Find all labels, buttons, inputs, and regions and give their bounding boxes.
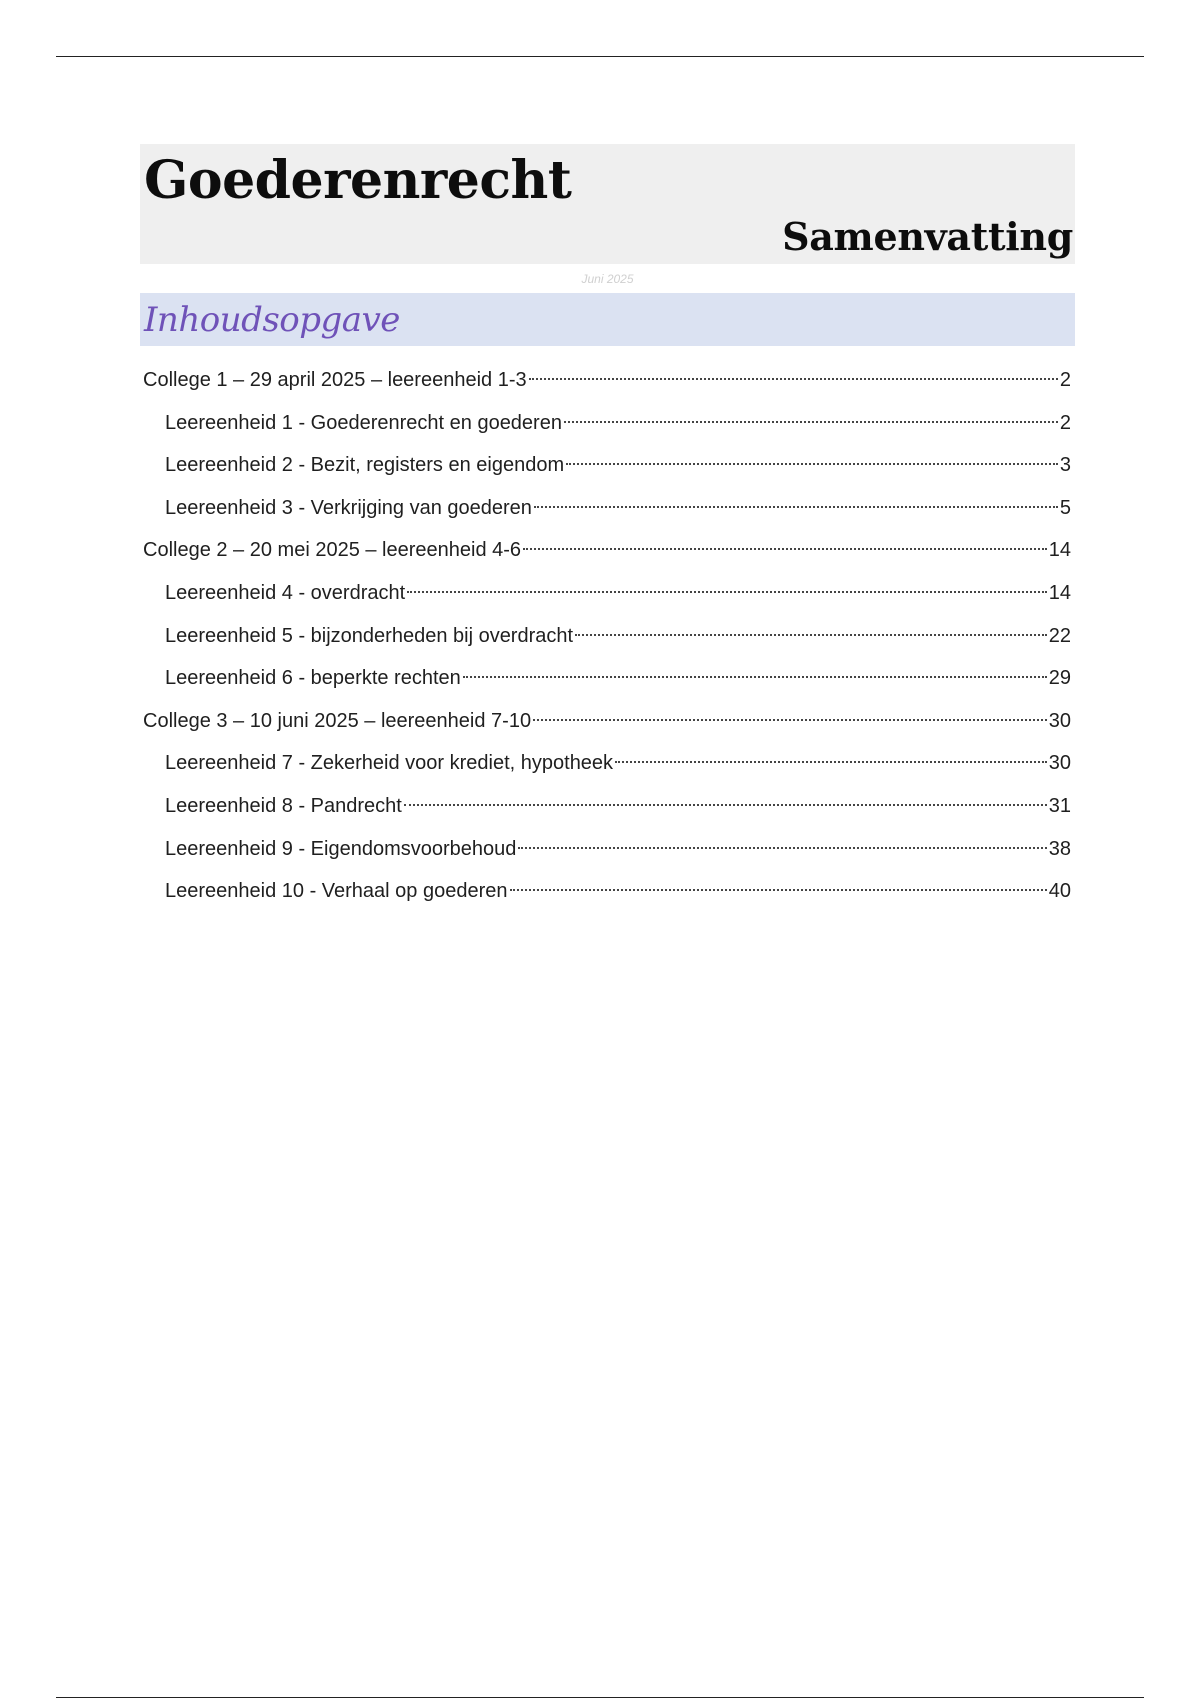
toc-dot-leader bbox=[534, 506, 1058, 508]
document-date: Juni 2025 bbox=[581, 272, 634, 286]
toc-entry-leereenheid-2[interactable] bbox=[143, 444, 1071, 487]
toc-entry-leereenheid-6[interactable] bbox=[143, 657, 1071, 700]
toc-page-number: 40 bbox=[1048, 880, 1071, 903]
toc-page-number: 38 bbox=[1048, 837, 1071, 860]
toc-heading-bar bbox=[140, 293, 1075, 346]
toc-dot-leader bbox=[523, 548, 1047, 550]
page-header-rule bbox=[56, 56, 1144, 57]
toc-dot-leader bbox=[615, 761, 1047, 763]
toc-dot-leader bbox=[533, 719, 1047, 721]
toc-entry-leereenheid-1[interactable] bbox=[143, 402, 1071, 445]
toc-dot-leader bbox=[566, 463, 1058, 465]
toc-dot-leader bbox=[404, 804, 1047, 806]
toc-page-number: 29 bbox=[1048, 667, 1071, 690]
toc-entry-text: Leereenheid 6 - beperkte rechten bbox=[165, 667, 461, 690]
toc-entry-college-3[interactable] bbox=[143, 700, 1071, 743]
toc-entry-text: College 3 – 10 juni 2025 – leereenheid 7-10 bbox=[143, 709, 532, 732]
title-block bbox=[140, 144, 1075, 264]
toc-entry-text: Leereenheid 7 - Zekerheid voor krediet, hypotheek bbox=[165, 752, 614, 775]
toc-entry-text: Leereenheid 9 - Eigendomsvoorbehoud bbox=[165, 837, 517, 860]
toc-entry-text: College 2 – 20 mei 2025 – leereenheid 4-6 bbox=[143, 539, 522, 562]
toc-page-number: 30 bbox=[1048, 709, 1071, 732]
toc-page-number: 30 bbox=[1048, 752, 1071, 775]
toc-page-number: 5 bbox=[1059, 496, 1071, 519]
toc-entry-college-2[interactable] bbox=[143, 529, 1071, 572]
toc-page-number: 3 bbox=[1059, 454, 1071, 477]
toc-entry-leereenheid-9[interactable] bbox=[143, 828, 1071, 871]
toc-entry-leereenheid-4[interactable] bbox=[143, 572, 1071, 615]
document-title: Goederenrecht bbox=[144, 150, 572, 211]
page-footer-rule bbox=[56, 1697, 1144, 1698]
table-of-contents bbox=[143, 359, 1071, 913]
toc-entry-leereenheid-7[interactable] bbox=[143, 742, 1071, 785]
toc-entry-text: Leereenheid 3 - Verkrijging van goederen bbox=[165, 496, 532, 519]
toc-entry-college-1[interactable] bbox=[143, 359, 1071, 402]
toc-entry-text: Leereenheid 1 - Goederenrecht en goederen bbox=[165, 411, 562, 434]
toc-dot-leader bbox=[463, 676, 1047, 678]
document-subtitle: Samenvatting bbox=[782, 214, 1073, 259]
toc-page-number: 31 bbox=[1048, 794, 1071, 817]
toc-page-number: 14 bbox=[1048, 581, 1071, 604]
toc-entry-text: College 1 – 29 april 2025 – leereenheid 1-3 bbox=[143, 369, 527, 391]
toc-entry-leereenheid-5[interactable] bbox=[143, 615, 1071, 658]
toc-page-number: 14 bbox=[1048, 539, 1071, 562]
toc-dot-leader bbox=[529, 378, 1058, 380]
toc-entry-leereenheid-3[interactable] bbox=[143, 487, 1071, 530]
toc-page-number: 2 bbox=[1059, 369, 1071, 391]
toc-dot-leader bbox=[407, 591, 1047, 593]
toc-dot-leader bbox=[510, 889, 1047, 891]
toc-entry-leereenheid-10[interactable] bbox=[143, 870, 1071, 913]
toc-dot-leader bbox=[575, 634, 1047, 636]
toc-page-number: 22 bbox=[1048, 624, 1071, 647]
toc-entry-leereenheid-8[interactable] bbox=[143, 785, 1071, 828]
toc-dot-leader bbox=[564, 421, 1058, 423]
toc-heading: Inhoudsopgave bbox=[144, 300, 400, 340]
toc-page-number: 2 bbox=[1059, 411, 1071, 434]
toc-entry-text: Leereenheid 4 - overdracht bbox=[165, 581, 406, 604]
toc-entry-text: Leereenheid 5 - bijzonderheden bij overdracht bbox=[165, 624, 574, 647]
toc-entry-text: Leereenheid 2 - Bezit, registers en eigendom bbox=[165, 454, 565, 477]
toc-entry-text: Leereenheid 8 - Pandrecht bbox=[165, 794, 402, 817]
toc-dot-leader bbox=[518, 847, 1046, 849]
toc-entry-text: Leereenheid 10 - Verhaal op goederen bbox=[165, 880, 508, 903]
